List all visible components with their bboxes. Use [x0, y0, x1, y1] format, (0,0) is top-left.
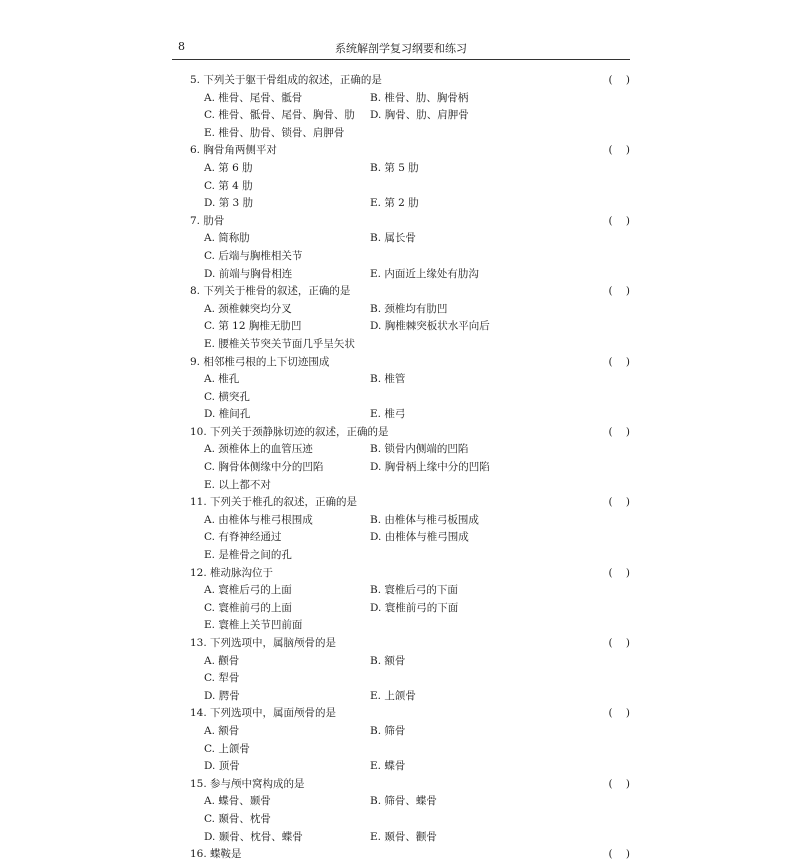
option-row: [190, 477, 630, 495]
answer-option: A. 由椎体与椎弓根围成: [204, 513, 313, 526]
answer-option: E. 椎弓: [370, 408, 406, 421]
option-row: [190, 90, 630, 108]
option-row: [190, 230, 630, 265]
question-stem: [190, 142, 630, 160]
question-text: 5. 下列关于躯干骨组成的叙述，正确的是: [190, 74, 382, 86]
answer-option: D. 颞骨、枕骨、蝶骨: [204, 830, 303, 843]
question-text: 14. 下列选项中，属面颅骨的是: [190, 707, 337, 720]
answer-option: E. 颞骨、颧骨: [370, 830, 437, 843]
question-item: [190, 354, 630, 424]
question-text: 7. 肋骨: [190, 214, 225, 227]
answer-option: C. 胸骨体侧缘中分的凹陷: [204, 461, 324, 474]
option-row: [190, 371, 630, 406]
option-row: [190, 266, 630, 284]
answer-blank: ( ): [608, 355, 630, 368]
question-stem: [190, 776, 630, 794]
question-stem: [190, 494, 630, 512]
answer-blank: ( ): [608, 285, 630, 298]
question-item: [190, 494, 630, 564]
option-row: [190, 617, 630, 635]
answer-option: A. 寰椎后弓的上面: [204, 584, 292, 597]
answer-option: A. 颧骨: [204, 654, 240, 667]
question-item: [190, 776, 630, 846]
answer-option: A. 椎骨、尾骨、骶骨: [204, 91, 303, 104]
question-item: [190, 635, 630, 705]
answer-blank: ( ): [608, 144, 630, 157]
question-text: 15. 参与颅中窝构成的是: [190, 777, 305, 790]
answer-option: E. 以上都不对: [204, 478, 271, 491]
answer-option: E. 寰椎上关节凹前面: [204, 619, 303, 632]
answer-option: D. 胸骨、肋、肩胛骨: [370, 109, 469, 122]
page-number: 8: [178, 40, 185, 53]
answer-blank: ( ): [608, 637, 630, 649]
answer-option: B. 筛骨、蝶骨: [370, 795, 437, 808]
question-item: [190, 705, 630, 775]
answer-blank: ( ): [608, 777, 630, 790]
answer-option: D. 第 3 肋: [204, 197, 254, 210]
running-title: 系统解剖学复习纲要和练习: [335, 42, 467, 55]
answer-option: B. 筛骨: [370, 724, 406, 737]
question-stem: [190, 213, 630, 231]
answer-option: A. 蝶骨、颞骨: [204, 795, 271, 808]
question-list: [190, 72, 630, 864]
answer-option: D. 顶骨: [204, 760, 240, 773]
question-text: 9. 相邻椎弓根的上下切迹围成: [190, 355, 330, 368]
option-row: [190, 406, 630, 424]
question-text: 6. 胸骨角两侧平对: [190, 144, 277, 157]
answer-option: D. 腭骨: [204, 689, 240, 702]
answer-option: C. 颞骨、枕骨: [204, 812, 271, 825]
answer-option: A. 额骨: [204, 724, 240, 737]
answer-option: C. 第 12 胸椎无肋凹: [204, 320, 302, 333]
answer-option: C. 上颌骨: [204, 742, 250, 755]
answer-option: B. 寰椎后弓的下面: [370, 584, 458, 597]
answer-blank: ( ): [608, 425, 630, 438]
answer-option: D. 寰椎前弓的下面: [370, 601, 459, 614]
answer-option: D. 前端与胸骨相连: [204, 267, 293, 280]
question-item: [190, 283, 630, 353]
answer-option: E. 蝶骨: [370, 760, 406, 773]
question-text: 11. 下列关于椎孔的叙述，正确的是: [190, 496, 358, 509]
question-stem: [190, 635, 630, 653]
question-text: 13. 下列选项中，属脑颅骨的是: [190, 637, 337, 649]
option-row: [190, 107, 630, 125]
answer-option: B. 第 5 肋: [370, 161, 419, 174]
option-row: [190, 582, 630, 600]
answer-option: E. 内面近上缘处有肋沟: [370, 267, 479, 280]
answer-option: E. 第 2 肋: [370, 197, 419, 210]
option-row: [190, 547, 630, 565]
answer-option: B. 椎管: [370, 373, 406, 386]
answer-option: C. 横突孔: [204, 390, 250, 403]
question-item: [190, 213, 630, 283]
question-text: 10. 下列关于颈静脉切迹的叙述，正确的是: [190, 425, 389, 438]
answer-option: C. 第 4 肋: [204, 179, 253, 192]
answer-option: C. 有脊神经通过: [204, 531, 282, 544]
answer-option: B. 属长骨: [370, 232, 416, 245]
question-stem: [190, 705, 630, 723]
answer-option: A. 颈椎体上的血管压迹: [204, 443, 313, 456]
answer-option: D. 椎间孔: [204, 408, 251, 421]
answer-option: E. 腰椎关节突关节面几乎呈矢状: [204, 337, 355, 350]
option-row: [190, 195, 630, 213]
answer-blank: ( ): [608, 496, 630, 509]
page-header: [172, 40, 630, 60]
option-row: [190, 160, 630, 195]
answer-option: D. 由椎体与椎弓围成: [370, 531, 469, 544]
header-rule: [172, 59, 630, 60]
answer-option: D. 胸骨柄上缘中分的凹陷: [370, 461, 490, 474]
option-row: [190, 512, 630, 530]
question-item: [190, 72, 630, 142]
question-stem: [190, 565, 630, 583]
answer-option: B. 椎骨、肋、胸骨柄: [370, 91, 469, 104]
option-row: [190, 318, 630, 336]
answer-option: B. 额骨: [370, 654, 406, 667]
answer-blank: ( ): [608, 74, 630, 86]
answer-option: E. 上颌骨: [370, 689, 416, 702]
answer-option: C. 后端与胸椎相关节: [204, 249, 303, 262]
answer-option: D. 胸椎棘突板状水平向后: [370, 320, 490, 333]
question-text: 12. 椎动脉沟位于: [190, 566, 274, 579]
question-stem: [190, 424, 630, 442]
option-row: [190, 653, 630, 688]
question-item: [190, 424, 630, 494]
option-row: [190, 301, 630, 319]
answer-option: C. 椎骨、骶骨、尾骨、胸骨、肋: [204, 109, 355, 122]
option-row: [190, 600, 630, 618]
question-item: [190, 142, 630, 212]
answer-option: B. 由椎体与椎弓板围成: [370, 513, 479, 526]
option-row: [190, 459, 630, 477]
question-item: [190, 565, 630, 635]
answer-option: A. 第 6 肋: [204, 161, 253, 174]
option-row: [190, 125, 630, 143]
question-stem: [190, 846, 630, 864]
question-item: [190, 846, 630, 864]
answer-option: C. 犁骨: [204, 672, 240, 685]
option-row: [190, 829, 630, 847]
question-stem: [190, 72, 630, 90]
question-stem: [190, 283, 630, 301]
answer-option: E. 椎骨、肋骨、锁骨、肩胛骨: [204, 126, 345, 139]
option-row: [190, 441, 630, 459]
question-text: 8. 下列关于椎骨的叙述，正确的是: [190, 285, 351, 298]
option-row: [190, 723, 630, 758]
option-row: [190, 793, 630, 828]
answer-option: E. 是椎骨之间的孔: [204, 549, 292, 562]
answer-option: A. 椎孔: [204, 373, 240, 386]
question-stem: [190, 354, 630, 372]
option-row: [190, 529, 630, 547]
answer-blank: ( ): [608, 214, 630, 227]
answer-option: B. 颈椎均有肋凹: [370, 302, 448, 315]
answer-blank: ( ): [608, 707, 630, 720]
answer-option: C. 寰椎前弓的上面: [204, 601, 292, 614]
question-text: 16. 蝶鞍是: [190, 848, 242, 861]
answer-option: A. 简称肋: [204, 232, 250, 245]
answer-option: A. 颈椎棘突均分叉: [204, 302, 292, 315]
option-row: [190, 336, 630, 354]
option-row: [190, 688, 630, 706]
answer-option: B. 锁骨内侧端的凹陷: [370, 443, 469, 456]
answer-blank: ( ): [608, 848, 630, 861]
answer-blank: ( ): [608, 566, 630, 579]
option-row: [190, 758, 630, 776]
